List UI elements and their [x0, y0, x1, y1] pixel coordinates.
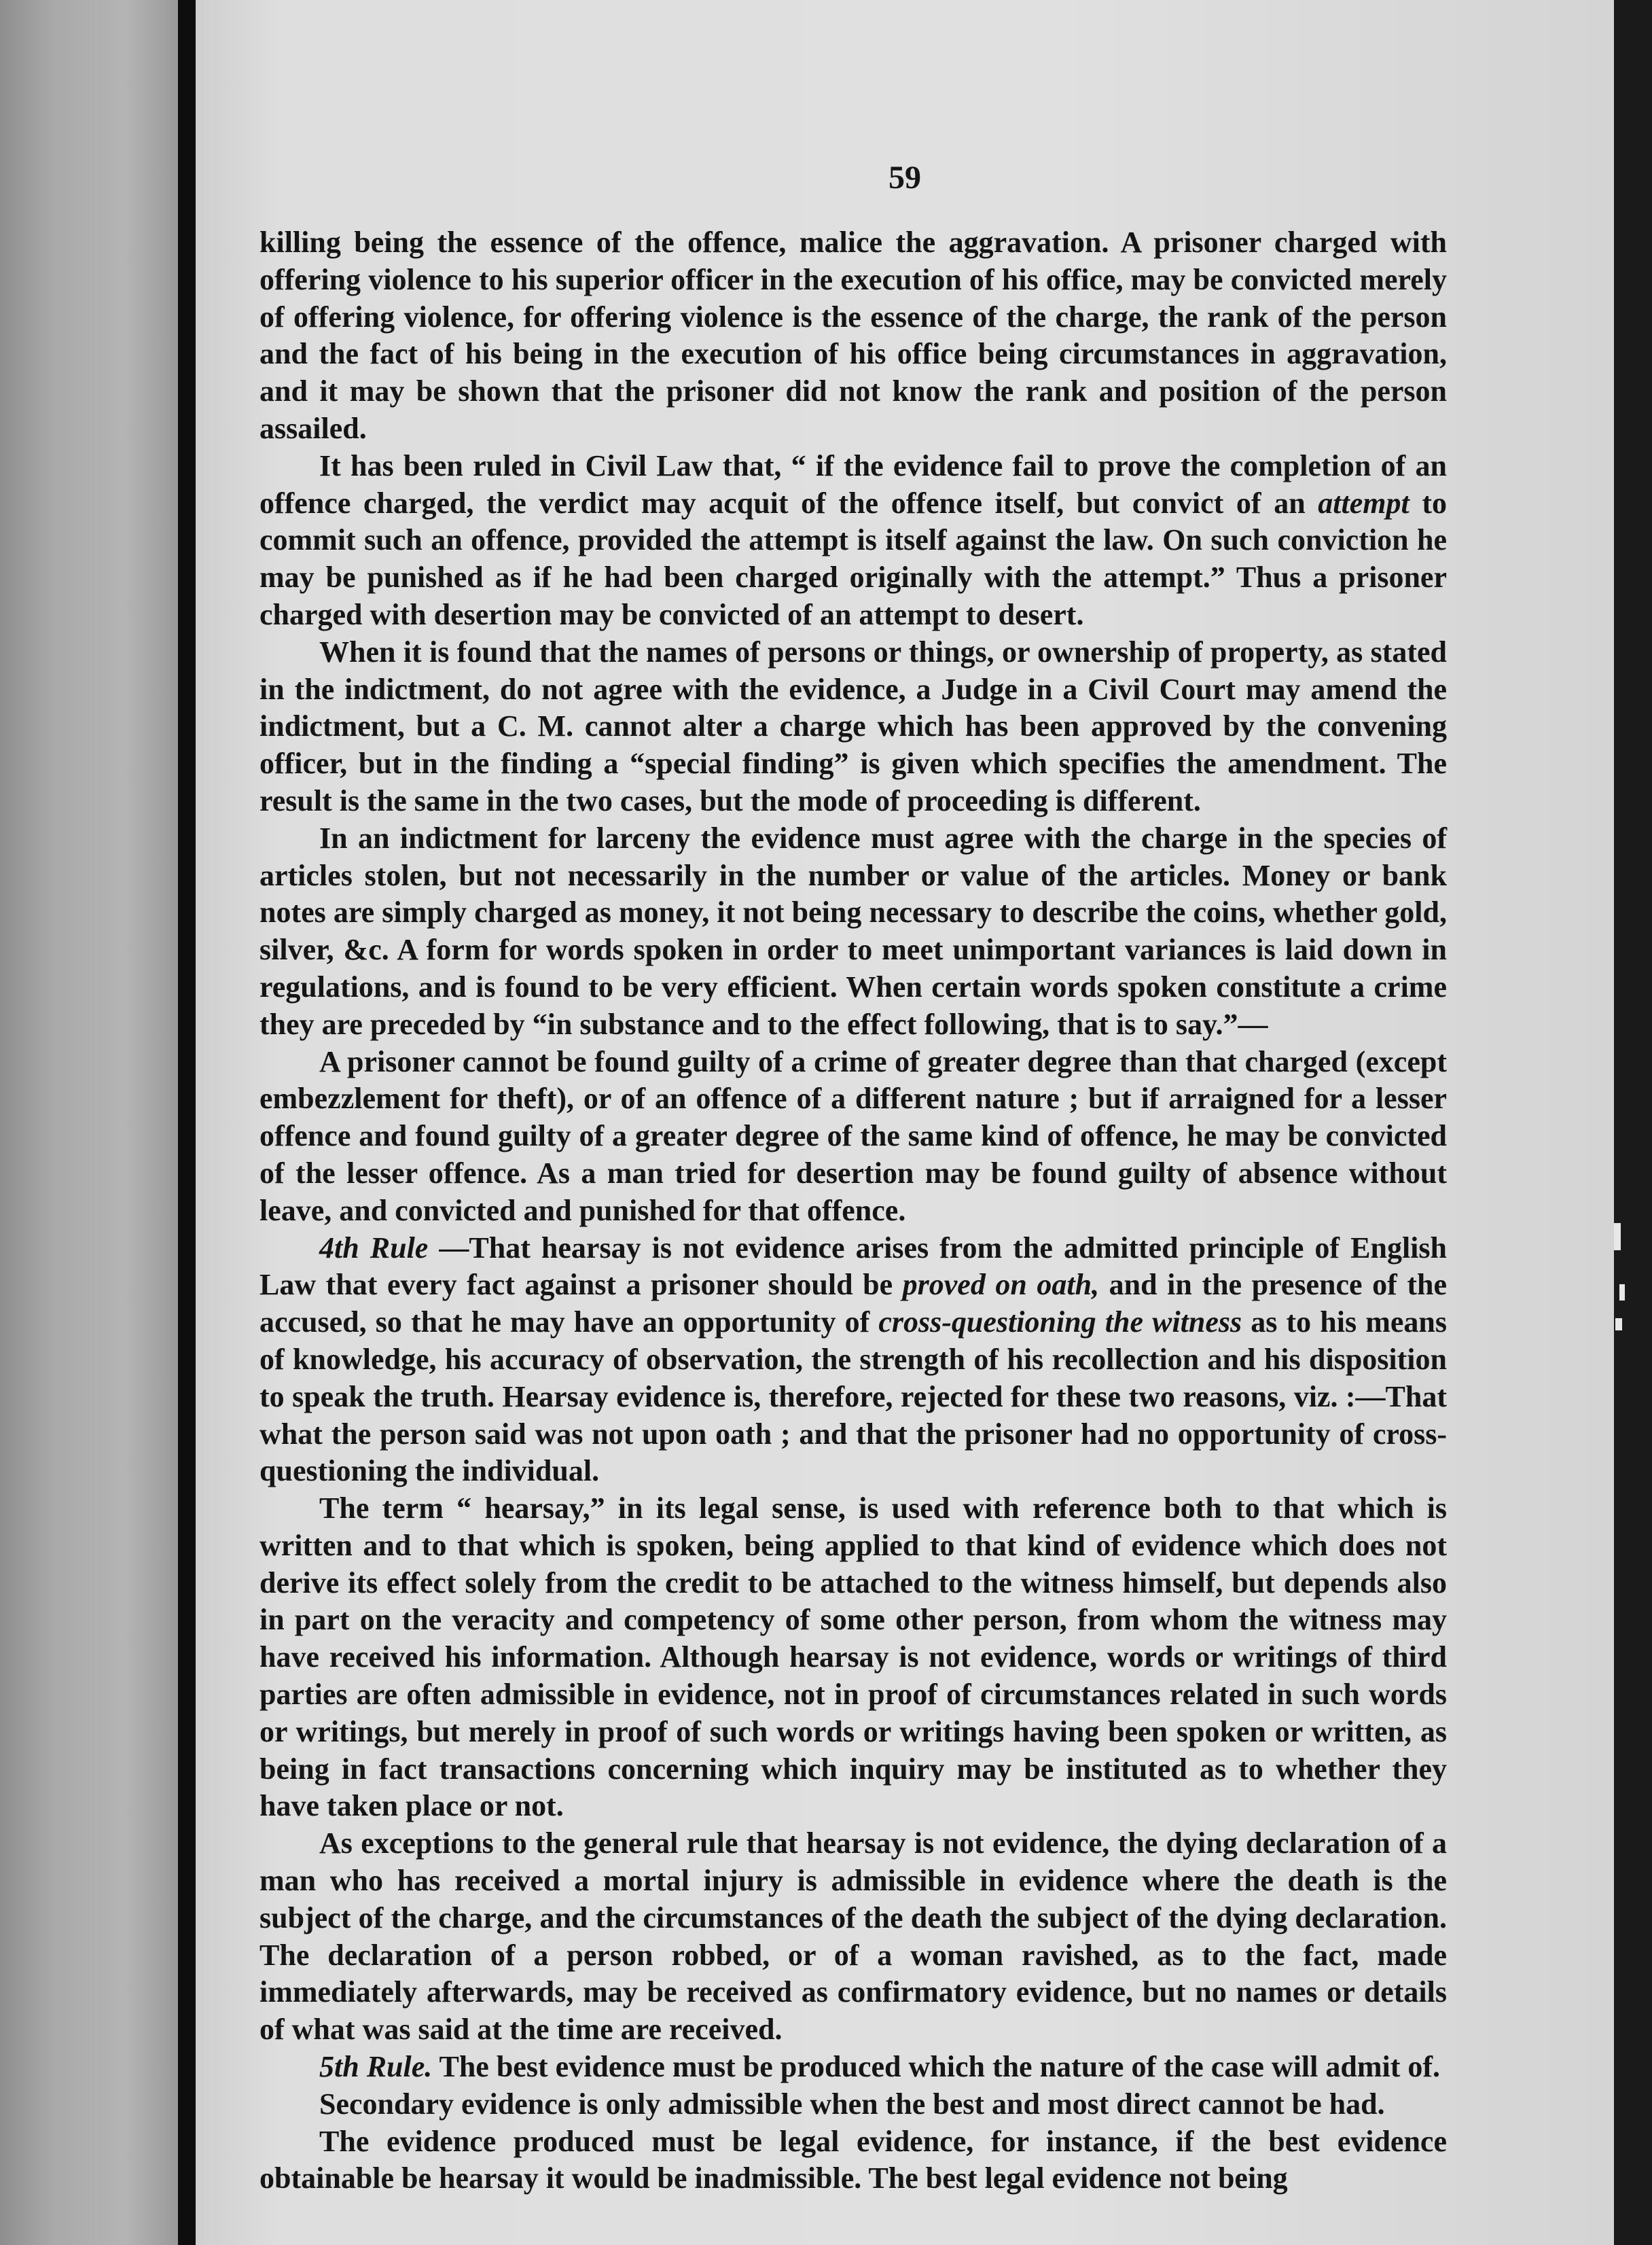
paragraph [259, 448, 1447, 634]
text-run: as to his means of knowledge, his accuracy of observation, the strength of his recollection and his disposition to speak the truth. Hearsay evidence is, therefore, rejected for these two reasons, viz. :—That what the person said was not upon oath ; and that the prisoner had no opportunity of cross-questioning the individual. [259, 1305, 1447, 1488]
paragraph [259, 2086, 1447, 2123]
text-run: to commit such an offence, provided the attempt is itself against the law. On such conviction he may be punished as if he had been charged originally with the attempt.” Thus a prisoner charged with desertion may be convicted of an attempt to desert. [259, 486, 1448, 631]
page-right-edge [1614, 0, 1652, 2245]
page-number: 59 [888, 160, 921, 196]
text-run: killing being the essence of the offence, malice the aggravation. A prisoner charged with offering violence to his superior officer in the execution of his office, may be convicted merely of offering violence, for offering violence is the essence of the charge, the rank of the person and the fact of his being in the execution of his office being circumstances in aggravation, and it may be shown that the prisoner did not know the rank and position of the person assailed. [259, 226, 1447, 445]
text-run: Secondary evidence is only admissible when the best and most direct cannot be had. [319, 2087, 1385, 2121]
italic-run: attempt [1318, 486, 1409, 520]
italic-run: 4th Rule [319, 1231, 429, 1265]
paragraph [259, 1044, 1447, 1230]
text-run: —That hearsay is not evidence arises from the admitted principle of English Law that every fact against a prisoner should be [259, 1231, 1447, 1302]
italic-run: 5th Rule. [319, 2050, 433, 2084]
paragraph [259, 634, 1447, 820]
paragraph [259, 1230, 1447, 1491]
page-body-text [259, 224, 1447, 2197]
italic-run: cross-questioning the witness [878, 1305, 1242, 1339]
text-run: When it is found that the names of persons or things, or ownership of property, as stated in the indictment, do not agree with the evidence, a Judge in a Civil Court may amend the indictment, but a C. M. cannot alter a charge which has been approved by the convening officer, but in the finding a “special finding” is given which specifies the amendment. The result is the same in the two cases, but the mode of proceeding is different. [259, 635, 1447, 817]
paragraph [259, 224, 1447, 448]
paragraph [259, 820, 1447, 1044]
text-run: In an indictment for larceny the evidence must agree with the charge in the species of articles stolen, but not necessarily in the number or value of the articles. Money or bank notes are simply charged as money, it not being necessary to describe the coins, whether gold, silver, &c. A form for words spoken in order to meet unimportant variances is laid down in regulations, and is found to be very efficient. When certain words spoken constitute a crime they are preceded by “in substance and to the effect following, that is to say.”— [259, 821, 1447, 1041]
paragraph [259, 1490, 1447, 1825]
text-run: As exceptions to the general rule that hearsay is not evidence, the dying declaration of a man who has received a mortal injury is admissible in evidence where the death is the subject of the charge, and the circumstances of the death the subject of the dying declaration. The declaration of a person robbed, or of a woman ravished, as to the fact, made immediately afterwards, may be received as confirmatory evidence, but no names or details of what was said at the time are received. [259, 1826, 1447, 2047]
text-run: The best evidence must be produced which the nature of the case will admit of. [432, 2050, 1441, 2084]
facing-page-edge [0, 0, 178, 2245]
text-run: and in the presence of the accused, so that he may have an opportunity of [259, 1268, 1447, 1339]
book-page [196, 0, 1614, 2245]
book-gutter [178, 0, 196, 2245]
text-run: It has been ruled in Civil Law that, “ if the evidence fail to prove the completion of an offence charged, the verdict may acquit of the offence itself, but convict of an [259, 448, 1447, 520]
paragraph [259, 2049, 1447, 2086]
italic-run: proved on oath, [902, 1268, 1100, 1302]
text-run: The evidence produced must be legal evidence, for instance, if the best evidence obtainable be hearsay it would be inadmissible. The best legal evidence not being [259, 2124, 1447, 2195]
text-run: The term “ hearsay,” in its legal sense, is used with reference both to that which is written and to that which is spoken, being applied to that kind of evidence which does not derive its effect solely from the credit to be attached to the witness himself, but depends also in part on the veracity and competency of some other person, from whom the witness may have received his information. Although hearsay is not evidence, words or writings of third parties are often admissible in evidence, not in proof of circumstances related in such words or writings, but merely in proof of such words or writings having been spoken or written, as being in fact transactions concerning which inquiry may be instituted as to whether they have taken place or not. [259, 1491, 1447, 1823]
paragraph [259, 2123, 1447, 2198]
paragraph [259, 1825, 1447, 2049]
text-run: A prisoner cannot be found guilty of a crime of greater degree than that charged (except embezzlement for theft), or of an offence of a different nature ; but if arraigned for a lesser offence and found guilty of a greater degree of the same kind of offence, he may be convicted of the lesser offence. As a man tried for desertion may be found guilty of absence without leave, and convicted and punished for that offence. [259, 1044, 1447, 1227]
